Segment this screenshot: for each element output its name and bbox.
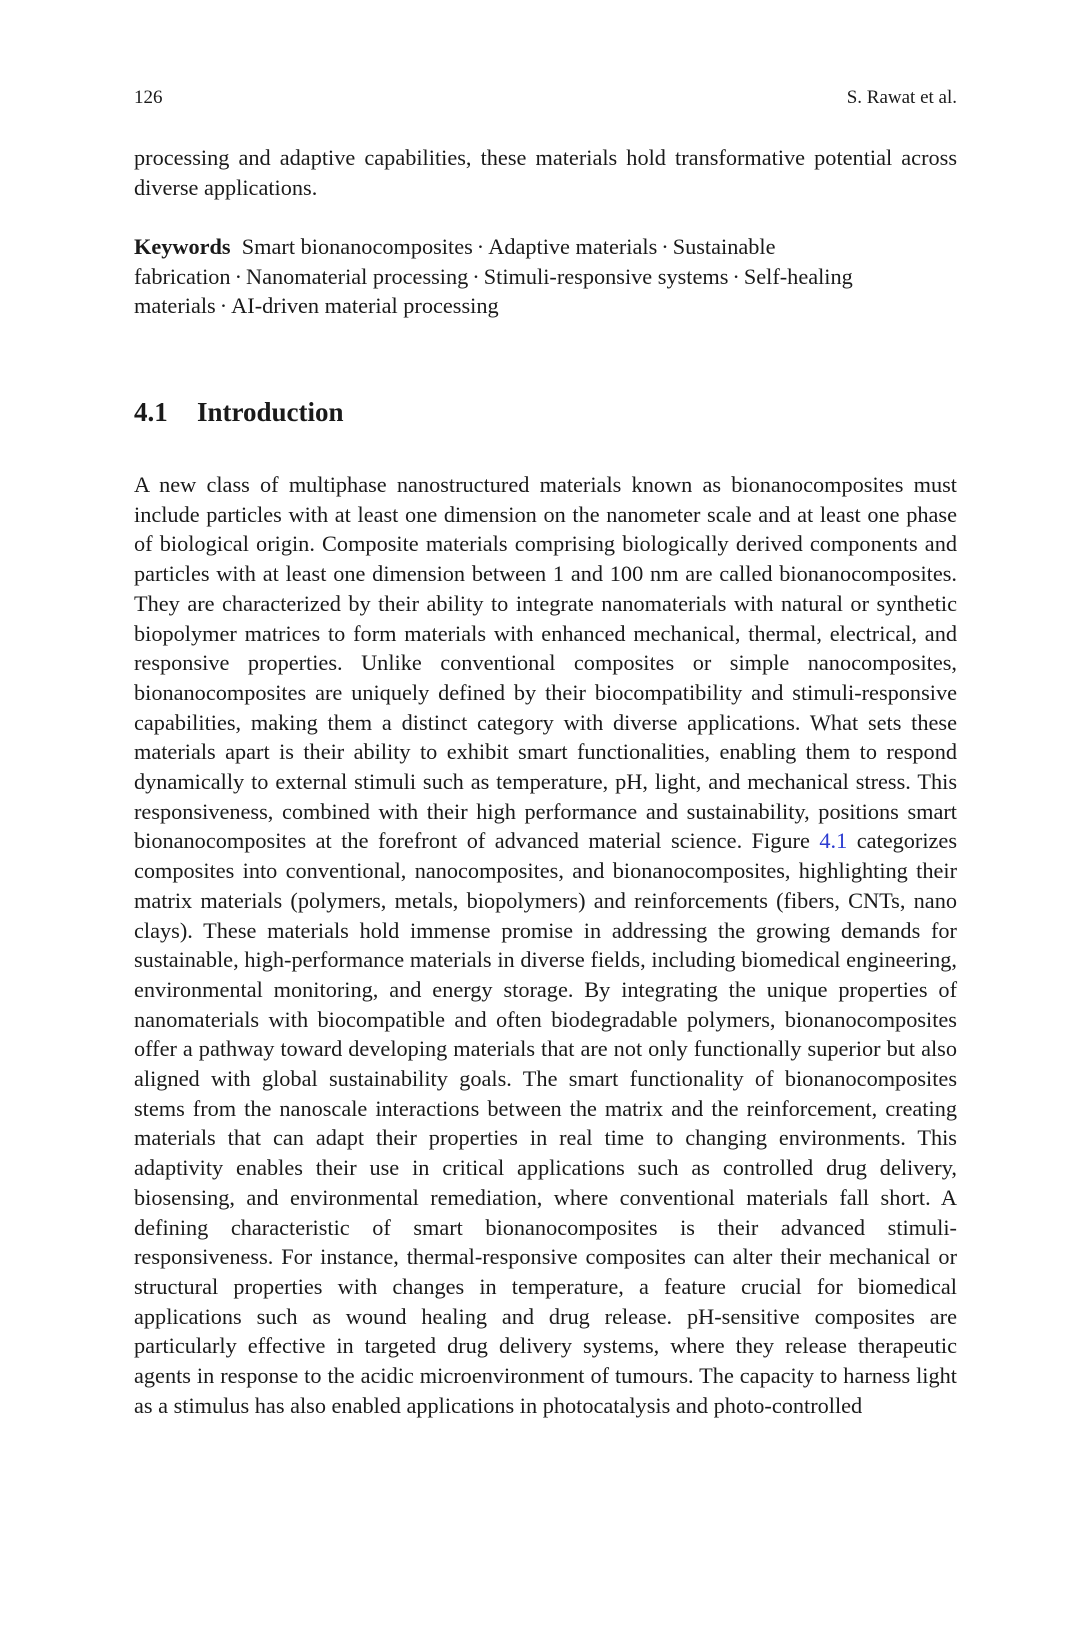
section-title: Introduction (197, 397, 344, 427)
keyword-item: Sustainable fabrication (134, 234, 776, 289)
continuation-paragraph: processing and adaptive capabilities, these materials hold transformative potential across diverse applications. (134, 145, 957, 200)
keyword-item: Stimuli-responsive systems (483, 263, 729, 289)
keyword-item: Nanomaterial processing (246, 263, 469, 289)
keyword-separator: · (476, 234, 485, 259)
keyword-separator: · (661, 234, 669, 259)
figure-reference-link[interactable]: 4.1 (819, 828, 848, 854)
body-text-part: categorizes composites into conventional, nanocomposites, and bionanocomposites, highlighting their matrix materials (polymers, metals, biopolymers) and reinforcements (fibers, CNTs, nano clays). These materials hold immense promise in addressing the growing demands for sustainable, high-performance materials in diverse fields, including biomedical engineering, environmental monitoring, and energy storage. By integrating the unique properties of nanomaterials with biocompatible and often biodegradable polymers, bionanocomposites offer a pathway toward developing materials that are not only functionally superior but also aligned with global sustainability goals. The smart functionality of bionanocomposites stems from the nanoscale interactions between the matrix and the reinforcement, creating materials that can adapt their properties in real time to changing environments. This adaptivity enables their use in critical applications such as controlled drug delivery, biosensing, and environmental remediation, where conventional materials fall short. A defining characteristic of smart bionanocomposites is their advanced stimuli-responsiveness. For instance, thermal-responsive composites can alter their mechanical or structural properties with changes in temperature, a feature crucial for biomedical applications such as wound healing and drug release. pH-sensitive composites are particularly effective in targeted drug delivery systems, where they release therapeutic agents in response to the acidic microenvironment of tumours. The capacity to harness light as a stimulus has also enabled applications in photocatalysis and photo-controlled (134, 828, 958, 1418)
keywords-label: Keywords (134, 234, 231, 259)
keyword-separator: · (732, 263, 740, 289)
running-author: S. Rawat et al. (846, 87, 957, 108)
keyword-item: Self-healing materials (134, 263, 853, 319)
keyword-separator: · (234, 263, 243, 289)
keyword-item: Adaptive materials (488, 234, 658, 259)
keyword-item: Smart bionanocomposites (241, 234, 473, 259)
keyword-item: AI-driven material processing (231, 293, 499, 319)
section-heading (134, 396, 344, 428)
keyword-separator: · (472, 263, 480, 289)
body-text-part: A new class of multiphase nanostructured materials known as bionanocomposites must include particles with at least one dimension on the nanometer scale and at least one phase of biological origin. Composite materials comprising biologically derived components and particles with at least one dimension between 1 and 100 nm are called bionanocomposites. They are characterized by their ability to integrate nanomaterials with natural or synthetic biopolymer matrices to form materials with enhanced mechanical, thermal, electrical, and responsive properties. Unlike conventional composites or simple nanocomposites, bionanocomposites are uniquely defined by their biocompatibility and stimuli-responsive capabilities, making them a distinct category with diverse applications. What sets these materials apart is their ability to exhibit smart functionalities, enabling them to respond dynamically to external stimuli such as temperature, pH, light, and mechanical stress. This responsiveness, combined with their high performance and sustainability, positions smart bionanocomposites at the forefront of advanced material science. Figure (134, 472, 957, 854)
introduction-paragraph (134, 470, 957, 1421)
section-number: 4.1 (134, 397, 168, 427)
page-number: 126 (134, 87, 163, 108)
keyword-separator: · (219, 293, 228, 319)
keywords-paragraph (134, 232, 957, 321)
